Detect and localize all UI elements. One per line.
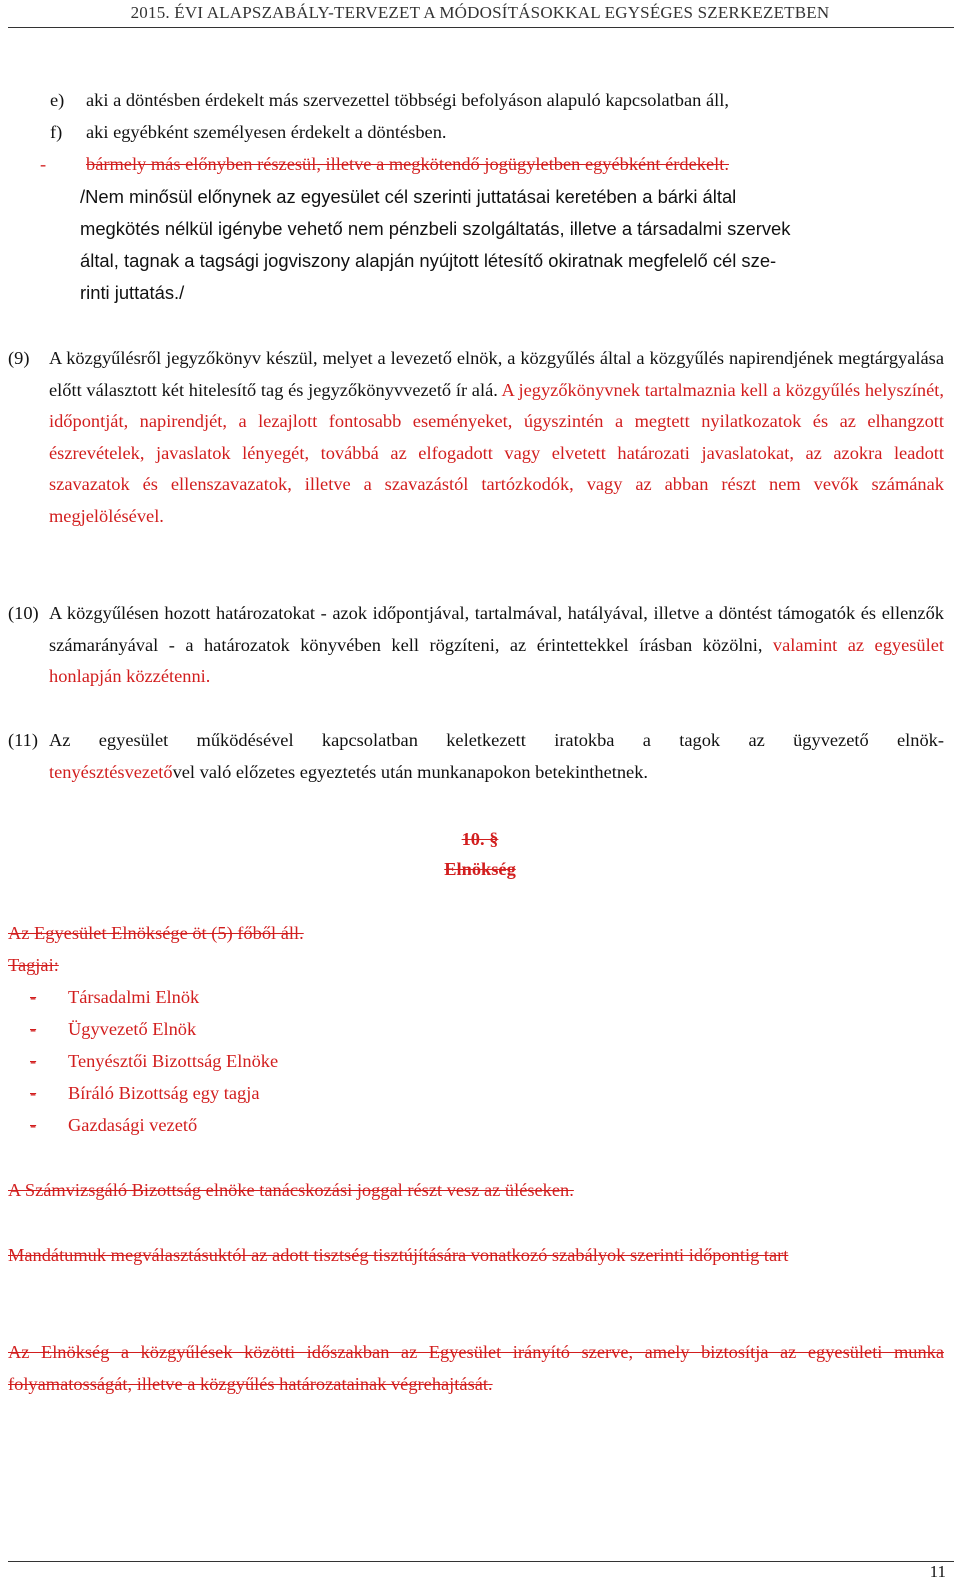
list-marker: f) <box>50 122 63 142</box>
list-bullet: - <box>30 1051 37 1071</box>
paragraph-number: (9) <box>8 348 30 368</box>
list-text: bármely más előnyben részesül, illetve a megkötendő jogügyletben egyébként érdekelt. <box>86 154 729 174</box>
paragraph-added-text: tenyésztésvezető <box>49 762 173 782</box>
paragraph-line: Az egyesület működésével kapcsolatban keletkezett iratokba a tagok az ügyvezető elnök- <box>49 730 944 750</box>
list-text: aki egyébként személyesen érdekelt a döntésben. <box>86 122 447 142</box>
paragraph-text: A közgyűlésről jegyzőkönyv készül, melyet a levezető elnök, a közgyűlés által a közgyűlés napirendjének megtárgyalása előtt választott két hitelesítő tag és jegyzőkönyvvezető ír alá. <box>49 348 944 400</box>
list-text: aki a döntésben érdekelt más szervezettel többségi befolyáson alapuló kapcsolatban áll, <box>86 90 729 110</box>
member-name: Tenyésztői Bizottság Elnöke <box>68 1051 279 1071</box>
paragraph-text: vel való előzetes egyeztetés után munkanapokon betekinthetnek. <box>172 762 648 782</box>
member-name: Gazdasági vezető <box>68 1115 198 1135</box>
list-bullet: - <box>30 1019 37 1039</box>
mandate-text: Mandátumuk megválasztásuktól az adott tisztség tisztújítására vonatkozó szabályok szerinti időpontig tart <box>8 1245 789 1265</box>
list-marker: e) <box>50 90 65 110</box>
member-item <box>30 1014 235 1046</box>
member-item <box>30 982 240 1014</box>
list-marker: - <box>40 154 47 174</box>
board-intro: Az Egyesület Elnöksége öt (5) főből áll. <box>8 923 304 943</box>
member-item <box>30 1110 235 1142</box>
member-name: Bíráló Bizottság egy tagja <box>68 1083 260 1103</box>
members-label: Tagjai: <box>8 955 59 975</box>
paragraph-number: (10) <box>8 603 39 623</box>
footer-divider <box>8 1561 954 1562</box>
list-bullet: - <box>30 1115 37 1135</box>
paragraph-body <box>49 598 944 693</box>
paragraph-text: A közgyűlésen hozott határozatokat - azok időpontjával, tartalmával, hatályával, illetve a döntést támogatók és ellenzők számarányával - a határozatok könyvében kell rögzíteni, az érintettekkel írásban közölni, <box>49 603 944 655</box>
note-line: /Nem minősül előnynek az egyesület cél szerinti juttatásai keretében a bárki által <box>80 186 737 207</box>
page-number: 11 <box>929 1562 946 1581</box>
note-line: által, tagnak a tagsági jogviszony alapján nyújtott létesítő okiratnak megfelelő cél sze- <box>80 250 777 271</box>
list-bullet: - <box>30 987 37 1007</box>
paragraph-number: (11) <box>8 730 38 750</box>
paragraph-added-text: valamint az egyesület honlapján közzétenni. <box>49 634 944 686</box>
audit-committee-text: A Számvizsgáló Bizottság elnöke tanácskozási joggal részt vesz az üléseken. <box>8 1180 574 1200</box>
section-title: Elnökség <box>444 859 516 879</box>
paragraph-line <box>49 757 944 789</box>
member-name: Társadalmi Elnök <box>68 987 200 1007</box>
note-line: rinti juttatás./ <box>80 282 185 303</box>
paragraph-body <box>49 343 944 532</box>
member-item <box>30 1078 310 1110</box>
paragraph-added-text: A jegyzőkönyvnek tartalmaznia kell a közgyűlés helyszínét, időpontját, napirendjét, a lezajlott fontosabb eseményeket, úgyszintén a megtett nyilatkozatok és az elhangzott észrevételek, javaslatok lényegét, továbbá az elfogadott vagy elvetett határozati javaslatokat, az azokra leadott szavazatok és ellenszavazatok, illetve a szavazástól tartózkodók, vagy az abban részt nem vevők számának megjelölésével. <box>49 379 944 526</box>
section-number: 10. § <box>461 829 499 849</box>
board-role-text: Az Elnökség a közgyűlések közötti időszakban az Egyesület irányító szerve, amely biztosítja az egyesületi munka folyamatosságát, illetve a közgyűlés határozatainak végrehajtását. <box>8 1342 944 1394</box>
header-title: 2015. ÉVI ALAPSZABÁLY-TERVEZET A MÓDOSÍTÁSOKKAL EGYSÉGES SZERKEZETBEN <box>130 3 830 22</box>
note-line: megkötés nélkül igénybe vehető nem pénzbeli szolgáltatás, illetve a társadalmi szervek <box>80 218 791 239</box>
member-item <box>30 1046 343 1078</box>
header-divider <box>8 27 954 28</box>
member-name: Ügyvezető Elnök <box>68 1019 197 1039</box>
list-bullet: - <box>30 1083 37 1103</box>
